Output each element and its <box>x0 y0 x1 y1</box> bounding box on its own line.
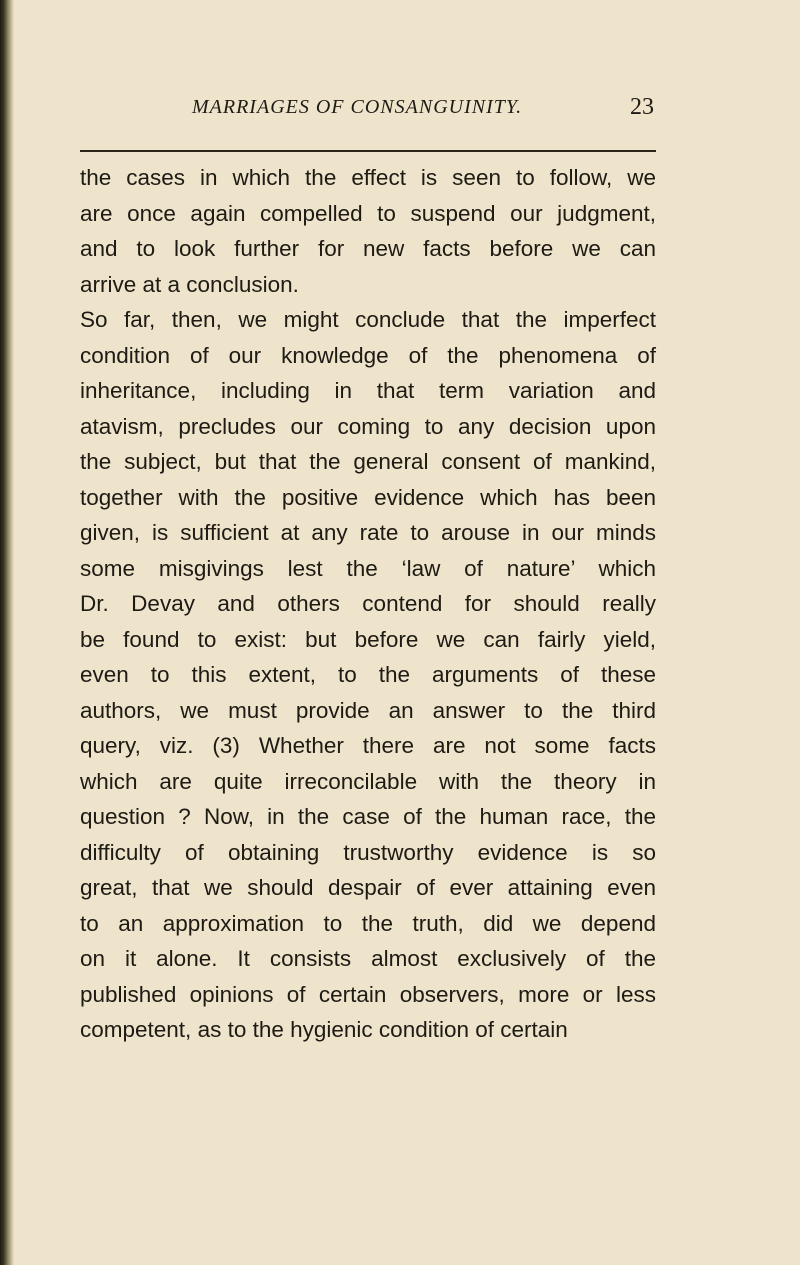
text-line: difficulty of obtaining trustworthy evidence is so <box>80 839 656 865</box>
text-line: condition of our knowledge of the phenomena of <box>80 342 656 368</box>
text-line: given, is sufficient at any rate to arouse in our minds <box>80 520 656 545</box>
text-line: are once again compelled to suspend our judgment, <box>80 200 656 226</box>
text-line: competent, as to the hygienic condition of certain <box>80 1017 568 1042</box>
text-line: the cases in which the effect is seen to follow, we <box>80 165 656 190</box>
text-line: Dr. Devay and others contend for should really <box>80 591 656 616</box>
text-line: published opinions of certain observers, more or less <box>80 981 656 1007</box>
text-line: So far, then, we might conclude that the imperfect <box>80 307 656 332</box>
text-line: atavism, precludes our coming to any decision upon <box>80 413 656 439</box>
text-line: to an approximation to the truth, did we depend <box>80 910 656 936</box>
text-line: together with the positive evidence which has been <box>80 484 656 510</box>
text-line: inheritance, including in that term variation and <box>80 378 656 403</box>
text-line: arrive at a conclusion. <box>80 271 299 297</box>
header-rule <box>80 150 656 152</box>
body-text <box>80 160 656 1048</box>
page-number: 23 <box>630 94 654 120</box>
running-head-title: MARRIAGES OF CONSANGUINITY. <box>192 96 523 118</box>
text-line: great, that we should despair of ever attaining even <box>80 875 656 900</box>
text-line: question ? Now, in the case of the human race, the <box>80 804 656 829</box>
text-line: the subject, but that the general consent of mankind, <box>80 449 656 474</box>
text-line: be found to exist: but before we can fairly yield, <box>80 626 656 652</box>
text-line: query, viz. (3) Whether there are not some facts <box>80 733 656 758</box>
text-line: even to this extent, to the arguments of these <box>80 662 656 687</box>
text-line: authors, we must provide an answer to the third <box>80 697 656 723</box>
text-line: which are quite irreconcilable with the theory in <box>80 768 656 794</box>
book-spine-edge <box>0 0 14 1265</box>
text-line: some misgivings lest the ‘law of nature’ which <box>80 555 656 581</box>
text-line: on it alone. It consists almost exclusively of the <box>80 946 656 971</box>
text-line: and to look further for new facts before we can <box>80 236 656 261</box>
